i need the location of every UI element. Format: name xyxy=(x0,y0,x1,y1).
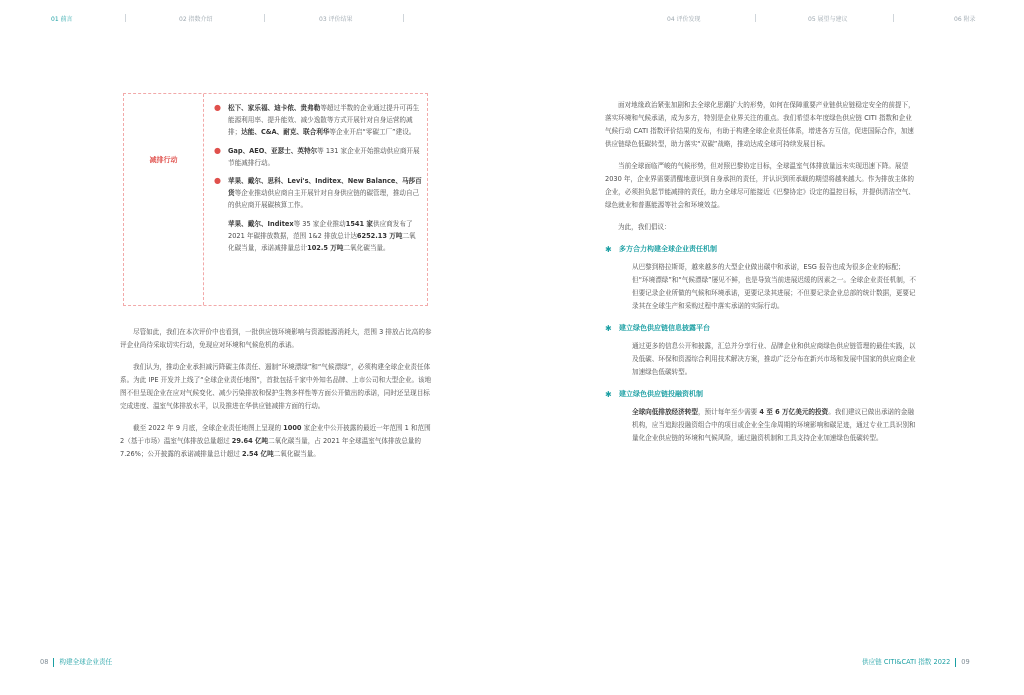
section-heading: ✱ 建立绿色供应链投融资机制 xyxy=(605,390,703,399)
section-body: 通过更多的信息公开和披露，汇总并分享行业、品牌企业和供应商绿色供应链管理的最佳实践，以及低碳、环保和资源综合利用技术解决方案，推动广泛分布在新兴市场和发展中国家的供应商企业加速绿色低碳转型。 xyxy=(632,342,916,376)
footer-separator xyxy=(955,658,956,667)
bullet-dot-icon: ● xyxy=(214,103,221,112)
nav-separator xyxy=(893,14,894,22)
paragraph: 面对地缘政治紧张加剧和去全球化思潮扩大的形势，如何在保障重要产业链供应链稳定安全的前提下，落实环境和气候承诺，成为多方，特别是企业界关注的重点。我们希望本年度绿色供应链 CITI 指数和企业气候行动 CATI 指数评价结果的发布，有助于构建全球企业责任体系，增进各方互信，促进国际合作，加速供应链绿色低碳转型，助力落实“双碳”战略，推动达成全球可持续发展目标。 xyxy=(605,101,915,148)
list-item: ● 松下、家乐福、迪卡侬、贵弗勒等超过半数的企业通过提升可再生能源利用率、提升能效、减少逸散等方式开展针对自身运营的减排；达能、C&A、耐克、联合利华等企业开启“零碳工厂”建设。 xyxy=(214,103,420,137)
left-column xyxy=(120,326,432,470)
footer-separator xyxy=(53,658,54,667)
right-column xyxy=(605,99,917,454)
bullet-dot-icon: ● xyxy=(214,145,221,155)
emission-actions-box xyxy=(123,93,428,306)
nav-item-results[interactable]: 03 评价结果 xyxy=(319,16,353,23)
paragraph: 我们认为，推动企业承担减污降碳主体责任、遏制“环境漂绿”和“气候漂绿”，必须构建全球企业责任体系。为此 IPE 开发并上线了“全球企业责任地图”，首批包括千家中外知名品牌、上市公司和大型企业。该地图不但呈现企业在应对气候变化、减少污染排放和保护生物多样性等方面公开做出的承诺，同时还呈现目标完成进度、温室气体排放水平，以及推进在华供应链减排方面的行动。 xyxy=(120,363,432,410)
footer-right xyxy=(862,656,970,667)
nav-item-index-intro[interactable]: 02 指数介绍 xyxy=(179,16,213,23)
section-body: 全球向低排放经济转型，预计每年至少需要 4 至 6 万亿美元的投资。我们建议已做出承诺的金融机构，应当追踪投融资组合中的项目或企业全生命周期的环境影响和碳足迹，通过专业工具识别和量化企业供应链的环境和气候风险，通过融资机制和工具支持企业加速绿色低碳转型。 xyxy=(632,408,916,442)
box-bullet-list xyxy=(214,102,422,254)
footer-title: 构建全球企业责任 xyxy=(59,658,113,666)
top-navigation xyxy=(0,14,1024,30)
box-label: 减排行动 xyxy=(149,156,178,164)
bullet-dot-icon: ● xyxy=(214,176,221,186)
asterisk-icon: ✱ xyxy=(605,324,612,333)
section-heading: ✱ 建立绿色供应链信息披露平台 xyxy=(605,324,710,333)
nav-separator xyxy=(125,14,126,22)
nav-item-appendix[interactable]: 06 附录 xyxy=(954,16,976,23)
nav-item-preface[interactable]: 01 前言 xyxy=(51,16,73,23)
paragraph: 尽管如此，我们在本次评价中也看到，一批供应链环境影响与资源能源消耗大，范围 3 排放占比高的参评企业尚待采取切实行动，免现应对环境和气候危机的承诺。 xyxy=(120,328,432,349)
nav-separator xyxy=(264,14,265,22)
nav-separator xyxy=(755,14,756,22)
paragraph: 当前全球面临严峻的气候形势，但对照巴黎协定目标，全球温室气体排放量远未实现迅速下降。展望 2030 年，企业界需要清醒地意识到自身承担的责任，并认识到所承载的期望将越来越大。作为排放主体的企业，必须担负起节能减排的责任，助力全球尽可能接近《巴黎协定》设定的温控目标，并提供清洁空气、绿色就业和普惠能源等社会和环境效益。 xyxy=(605,162,915,209)
paragraph: 为此，我们倡议： xyxy=(618,223,671,231)
page-number: 08 xyxy=(40,658,49,666)
footer-title: 供应链 CITI&CATI 指数 2022 xyxy=(862,658,951,666)
section-heading: ✱ 多方合力构建全球企业责任机制 xyxy=(605,245,717,254)
asterisk-icon: ✱ xyxy=(605,390,612,399)
list-item: ● 苹果、戴尔、思科、Levi's、Inditex、New Balance、马莎百货等企业推动供应商自主开展针对自身供应链的碳管理，推动自己的供应商开展碳核算工作。 xyxy=(214,176,422,210)
box-divider xyxy=(203,94,204,305)
nav-item-findings[interactable]: 04 评价发现 xyxy=(667,16,701,23)
list-item: ● Gap、AEO、亚瑟士、英特尔等 131 家企业开始推动供应商开展节能减排行动。 xyxy=(214,145,420,167)
box-note: 苹果、戴尔、Inditex等 35 家企业推动1541 家供应商发布了 2021 年碳排放数据，范围 1&2 排放总计达6252.13 万吨二氧化碳当量，承诺减排量总计102.5 万吨二氧化碳当量。 xyxy=(228,219,416,253)
page-number: 09 xyxy=(961,658,970,666)
nav-separator xyxy=(403,14,404,22)
footer-left xyxy=(40,656,112,667)
paragraph: 截至 2022 年 9 月底，全球企业责任地图上呈现的 1000 家企业中公开披露的最近一年范围 1 和范围 2（基于市场）温室气体排放总量超过 29.64 亿吨二氧化碳当量，占 2021 年全球温室气体排放总量的 7.26%；公开披露的承诺减排量总计超过 2.54 亿吨二氧化碳当量。 xyxy=(120,424,431,458)
section-body: 从巴黎到格拉斯哥，越来越多的大型企业做出碳中和承诺，ESG 报告也成为很多企业的标配；但“环境漂绿”和“气候漂绿”屡见不鲜，也是导致当前进展迟缓的因素之一。全球企业责任机制，不但要记录企业所做的气候和环境承诺，更要记录其进展；不但要记录企业总部的统计数据，更要记录其在全球生产和采购过程中落实承诺的实际行动。 xyxy=(632,263,917,310)
nav-item-outlook[interactable]: 05 展望与建议 xyxy=(808,16,848,23)
asterisk-icon: ✱ xyxy=(605,245,612,254)
